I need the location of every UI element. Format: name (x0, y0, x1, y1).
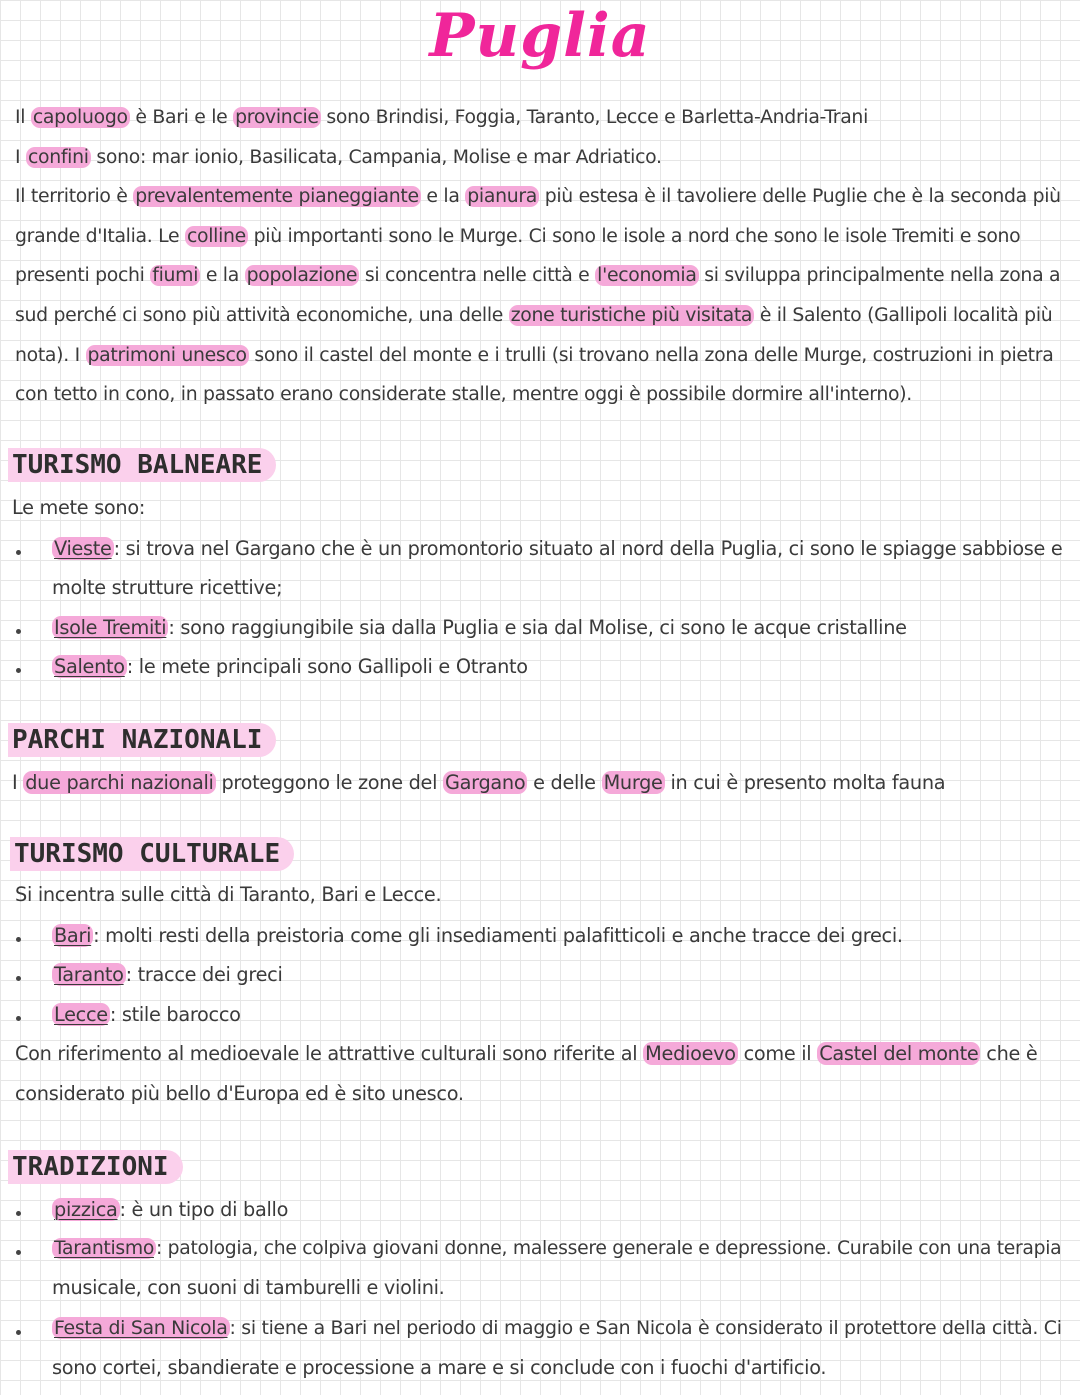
highlight: pianura (467, 186, 538, 208)
balneare-intro: Le mete sono: (12, 496, 146, 519)
highlight: Isole Tremiti (54, 616, 167, 639)
list-item-isole-tremiti: Isole Tremiti : sono raggiungibile sia dalla Puglia e sia dal Molise, ci sono le acque cristalline (54, 616, 907, 639)
intro-line: con tetto in cono, in passato erano considerate stalle, mentre oggi è possibile dormire all'interno). (15, 384, 912, 406)
list-item-salento: Salento : le mete principali sono Gallipoli e Otranto (54, 655, 528, 678)
highlight: Murge (603, 771, 663, 794)
list-item-tarantismo: Tarantismo : patologia, che colpiva giovani donne, malessere generale e depressione. Curabile con una terapia (54, 1238, 1062, 1259)
section-heading-turismo-culturale: TURISMO CULTURALE (10, 837, 294, 871)
intro-line: grande d'Italia. Le colline più importanti sono le Murge. Ci sono le isole a nord che sono le isole Tremiti e sono (15, 225, 1021, 247)
intro-line: Il territorio è prevalentemente pianeggiante e la pianura più estesa è il tavoliere delle Puglie che è la seconda più (15, 186, 1061, 208)
list-item-continuation: sono cortei, sbandierate e processione a mare e si conclude con i fuochi d'artificio. (52, 1356, 827, 1379)
bullet-icon (16, 1016, 21, 1021)
section-heading-tradizioni: TRADIZIONI (8, 1150, 183, 1184)
bullet-icon (16, 1330, 21, 1335)
highlight: capoluogo (32, 107, 128, 128)
bullet-icon (16, 550, 21, 555)
list-item-pizzica: pizzica : è un tipo di ballo (54, 1198, 289, 1221)
section-heading-parchi-nazionali: PARCHI NAZIONALI (8, 723, 276, 757)
culturale-paragraph (15, 1034, 1060, 1113)
highlight: provincie (235, 107, 319, 128)
highlight: Taranto (54, 963, 124, 986)
section-heading-turismo-balneare: TURISMO BALNEARE (8, 448, 276, 482)
culturale-line: considerato più bello d'Europa ed è sito unesco. (15, 1081, 464, 1105)
intro-line: Il capoluogo è Bari e le provincie sono Brindisi, Foggia, Taranto, Lecce e Barletta-Andria-Trani (15, 107, 868, 128)
bullet-icon (16, 976, 21, 981)
highlight: patrimoni unesco (87, 344, 247, 366)
highlight: confini (27, 146, 89, 168)
list-item-bari: Bari : molti resti della preistoria come gli insediamenti palafitticoli e anche tracce dei greci. (54, 924, 903, 947)
highlight: Gargano (445, 771, 526, 794)
highlight: prevalentemente pianeggiante (135, 186, 419, 208)
bullet-icon (16, 629, 21, 634)
highlight: zone turistiche più visitata (510, 304, 753, 326)
intro-line: presenti pochi fiumi e la popolazione si concentra nelle città e l'economia si sviluppa principalmente nella zona a (15, 265, 1061, 287)
list-item-taranto: Taranto : tracce dei greci (54, 963, 283, 986)
intro-line: nota). I patrimoni unesco sono il castel del monte e i trulli (si trovano nella zona delle Murge, costruzioni in pietra (15, 344, 1054, 366)
highlight: popolazione (246, 265, 358, 287)
highlight: pizzica (54, 1198, 118, 1221)
list-item-festa-san-nicola: Festa di San Nicola : si tiene a Bari nel periodo di maggio e San Nicola è considerato il protettore della città. Ci (54, 1317, 1062, 1339)
highlight: l'economia (597, 265, 697, 287)
culturale-line: Con riferimento al medioevale le attrattive culturali sono riferite al Medioevo come il Castel del monte che è (15, 1042, 1038, 1065)
highlight: Tarantismo (54, 1238, 154, 1259)
list-item-lecce: Lecce : stile barocco (54, 1003, 241, 1026)
culturale-intro: Si incentra sulle città di Taranto, Bari e Lecce. (15, 883, 442, 906)
bullet-icon (16, 937, 21, 942)
highlight: colline (186, 225, 246, 247)
parchi-paragraph: I due parchi nazionali proteggono le zone del Gargano e delle Murge in cui è presento molta fauna (12, 771, 946, 794)
highlight: Castel del monte (819, 1042, 979, 1065)
highlight: fiumi (152, 265, 199, 287)
highlight: Salento (54, 655, 125, 678)
list-item-continuation: molte strutture ricettive; (52, 576, 283, 599)
highlight: Vieste (54, 537, 112, 560)
highlight: Festa di San Nicola (54, 1317, 228, 1339)
list-item-continuation: musicale, con suoni di tamburelli e violini. (52, 1276, 445, 1299)
highlight: due parchi nazionali (25, 771, 214, 794)
highlight: Bari (54, 924, 92, 947)
list-item-vieste: Vieste : si trova nel Gargano che è un promontorio situato al nord della Puglia, ci sono le spiagge sabbiose e (54, 537, 1063, 560)
intro-line: sud perché ci sono più attività economiche, una delle zone turistiche più visitata è il Salento (Gallipoli località più (15, 304, 1053, 326)
highlight: Medioevo (645, 1042, 736, 1065)
intro-line: I confini sono: mar ionio, Basilicata, Campania, Molise e mar Adriatico. (15, 146, 662, 168)
bullet-icon (16, 1211, 21, 1216)
highlight: Lecce (54, 1003, 108, 1026)
page-title: Puglia (429, 1, 651, 71)
bullet-icon (16, 668, 21, 673)
bullet-icon (16, 1250, 21, 1255)
intro-paragraph (15, 98, 1060, 415)
